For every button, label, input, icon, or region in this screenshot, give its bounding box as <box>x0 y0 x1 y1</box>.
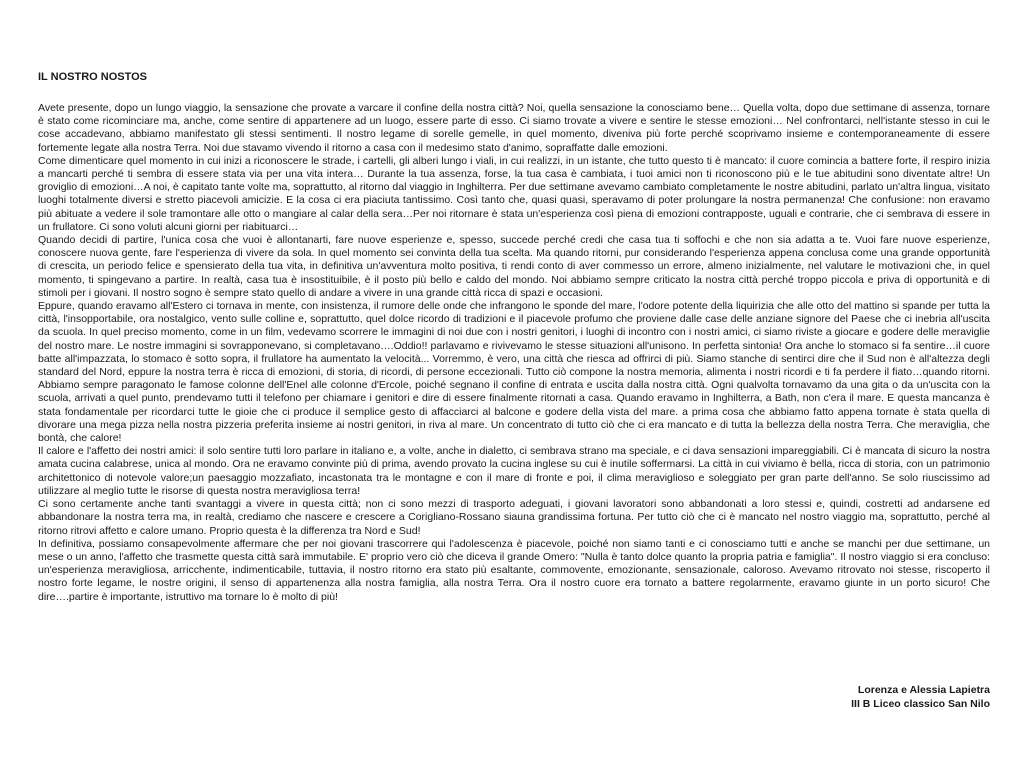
paragraph: Avete presente, dopo un lungo viaggio, la sensazione che provate a varcare il confine della nostra città? Noi, quella sensazione la conosciamo bene… Quella volta, dopo due settimane di assenza, tornare è stato come ricominciare ma, anche, come sentire di appartenere ad un luogo, essere parte di esso. Ci siamo trovate a vivere e sentire le stesse emozioni… Nel confrontarci, nell'istante stesso in cui le cose accadevano, abbiamo manifestato gli stessi sentimenti. Il nostro legame di sorelle gemelle, in quel momento, diveniva più forte perché scoprivamo insieme e contemporaneamente di essere fortemente legate alla nostra Terra. Noi due stavamo vivendo il ritorno a casa con il medesimo stato d'animo, sopraffatte dalle emozioni. <box>38 102 990 154</box>
signature <box>851 683 990 711</box>
paragraph: Ci sono certamente anche tanti svantaggi a vivere in questa città; non ci sono mezzi di trasporto adeguati, i giovani lavoratori sono abbandonati a loro stessi e, quindi, costretti ad andarsene ed abbandonare la nostra terra ma, in realtà, crediamo che nascere e crescere a Corigliano-Rossano siauna grandissima fortuna. Per tutto ciò che ci è mancato nel nostro viaggio ma, soprattutto, perché al ritorno ritrovi affetto e calore umano. Proprio questa è la differenza tra Nord e Sud! <box>38 498 990 537</box>
paragraph: Eppure, quando eravamo all'Estero ci tornava in mente, con insistenza, il rumore delle onde che infrangono le sponde del mare, l'odore potente della liquirizia che alle otto del mattino si spande per tutta la città, l'insopportabile, ora nostalgico, vento sulle colline e, soprattutto, quel dolce ricordo di tradizioni e il piacevole profumo che proviene dalle case delle anziane signore del Paese che ci inebria all'uscita da scuola. In quel preciso momento, come in un film, vedevamo scorrere le immagini di noi due con i nostri genitori, i luoghi di incontro con i nostri amici, ci siamo riviste a giocare e godere delle meraviglie del nostro mare. Le nostre immagini si sovrapponevano, si completavano….Oddio!! parlavamo e rivivevamo le stesse situazioni all'unisono. In perfetta sintonia! Ora anche lo stomaco si fa sentire…il cuore batte all'impazzata, lo stomaco è sotto sopra, il frullatore ha aumentato la velocità... Vorremmo, è vero, una città che riesca ad offrirci di più. Siamo stanche di sentirci dire che il Sud non è all'altezza degli standard del Nord, eppure la nostra terra è ricca di emozioni, di storia, di ricordi, di persone eccezionali. Tutto ciò compone la nostra memoria, alimenta i nostri ricordi e ti fa perdere il fiato…quando ritorni. Abbiamo sempre paragonato le famose colonne dell'Enel alle colonne d'Ercole, poiché segnano il confine di entrata e uscita dalla nostra città. Ogni qualvolta tornavamo da una gita o da un'uscita con la scuola, arrivati a quel punto, prendevamo tutti il telefono per chiamare i genitori e dire di essere finalmente ritornati a casa. Quando eravamo in Inghilterra, a Bath, non c'era il mare. E questa mancanza è stata fondamentale per ricordarci tutte le gioie che ci produce il semplice gesto di affacciarci al balcone e godere della vista del mare. a prima cosa che abbiamo fatto appena tornate è stata quella di divorare una mega pizza nella nostra pizzeria preferita insieme ai nostri genitori, in riva al mare. Un concentrato di tutto ciò che ci era mancato e di tutta la bellezza della nostra Terra. Che meraviglia, che bontà, che calore! <box>38 300 990 445</box>
article-body <box>38 102 990 604</box>
article-title: IL NOSTRO NOSTOS <box>38 71 147 83</box>
signature-class-school: III B Liceo classico San Nilo <box>851 698 990 710</box>
paragraph: Il calore e l'affetto dei nostri amici: il solo sentire tutti loro parlare in italiano e, a volte, anche in dialetto, ci sembrava strano ma speciale, e ci dava sensazioni impareggiabili. Ci è mancata di sicuro la nostra amata cucina calabrese, unica al mondo. Ora ne eravamo convinte più di prima, avendo provato la cucina inglese su cui è inutile soffermarsi. La città in cui viviamo è bella, ricca di storia, con un patrimonio architettonico di notevole valore;un paesaggio mozzafiato, incastonata tra le montagne e con il mare di fronte e poi, il clima meraviglioso e soleggiato per gran parte dell'anno. Se solo riuscissimo ad utilizzare al meglio tutte le risorse di questa nostra meravigliosa terra! <box>38 445 990 497</box>
article <box>38 70 990 604</box>
paragraph: Quando decidi di partire, l'unica cosa che vuoi è allontanarti, fare nuove esperienze e, spesso, succede perché credi che casa tua ti soffochi e che non sia adatta a te. Vuoi fare nuove esperienze, conoscere nuova gente, fare l'esperienza di vivere da sola. In quel momento sei convinta della tua scelta. Ma quando ritorni, pur considerando l'esperienza appena conclusa come una grande opportunità di crescita, un periodo felice e spensierato della tua vita, in definitiva un'avventura molto positiva, ti rendi conto di aver commesso un errore, almeno inizialmente, nel valutare le motivazioni che, in quel momento, ti spingevano a partire. In realtà, casa tua è insostituibile, è il posto più bello e caldo del mondo. Noi abbiamo sempre criticato la nostra città perché troppo piccola e priva di opportunità e di stimoli per i giovani. Il nostro sogno è sempre stato quello di andare a vivere in una grande città ricca di spazi e occasioni. <box>38 234 990 299</box>
paragraph: In definitiva, possiamo consapevolmente affermare che per noi giovani trascorrere qui l'adolescenza è piacevole, poiché non siamo tanti e ci conosciamo tutti e anche se manchi per due settimane, un mese o un anno, l'affetto che trasmette questa città sarà immutabile. E' proprio vero ciò che diceva il grande Omero: "Nulla è tanto dolce quanto la propria patria e famiglia". Il nostro viaggio si era concluso: un'esperienza meravigliosa, arricchente, indimenticabile, tuttavia, il nostro ritorno era stato più esaltante, commovente, emozionante, sensazionale, caloroso. Avevamo ritrovato noi stesse, riscoperto il nostro forte legame, le nostre origini, il senso di appartenenza alla nostra famiglia, alla nostra Terra. Ora il nostro cuore era tornato a battere regolarmente, eravamo giunte in un porto sicuro! Che dire….partire è importante, istruttivo ma tornare lo è molto di più! <box>38 537 990 603</box>
paragraph: Come dimenticare quel momento in cui inizi a riconoscere le strade, i cartelli, gli alberi lungo i viali, in cui realizzi, in un istante, che tutto questo ti è mancato: il cuore comincia a battere forte, il respiro inizia a mancarti perché ti sembra di essere stata via per una vita intera… Durante la tua assenza, forse, la tua casa è cambiata, i tuoi amici non ti riconoscono più e le tue abitudini sono diventate altre! Un groviglio di emozioni…A noi, è capitato tante volte ma, soprattutto, al ritorno dal viaggio in Inghilterra. Per due settimane avevamo cambiato completamente le nostre abitudini, parlato un'altra lingua, visitato luoghi totalmente diversi e stretto piacevoli amicizie. E la cosa ci era piaciuta tantissimo. Così tanto che, quasi quasi, speravamo di poter prolungare la nostra permanenza! Che confusione: non eravamo più abituate a vedere il sole tramontare alle otto o mangiare al calar della sera…Per noi ritornare è stata un'esperienza così piena di emozioni contrapposte, uguali e contrarie, che ci sembrava di essere in un frullatore. Ci sono voluti alcuni giorni per riabituarci… <box>38 154 990 233</box>
signature-authors: Lorenza e Alessia Lapietra <box>857 684 990 696</box>
